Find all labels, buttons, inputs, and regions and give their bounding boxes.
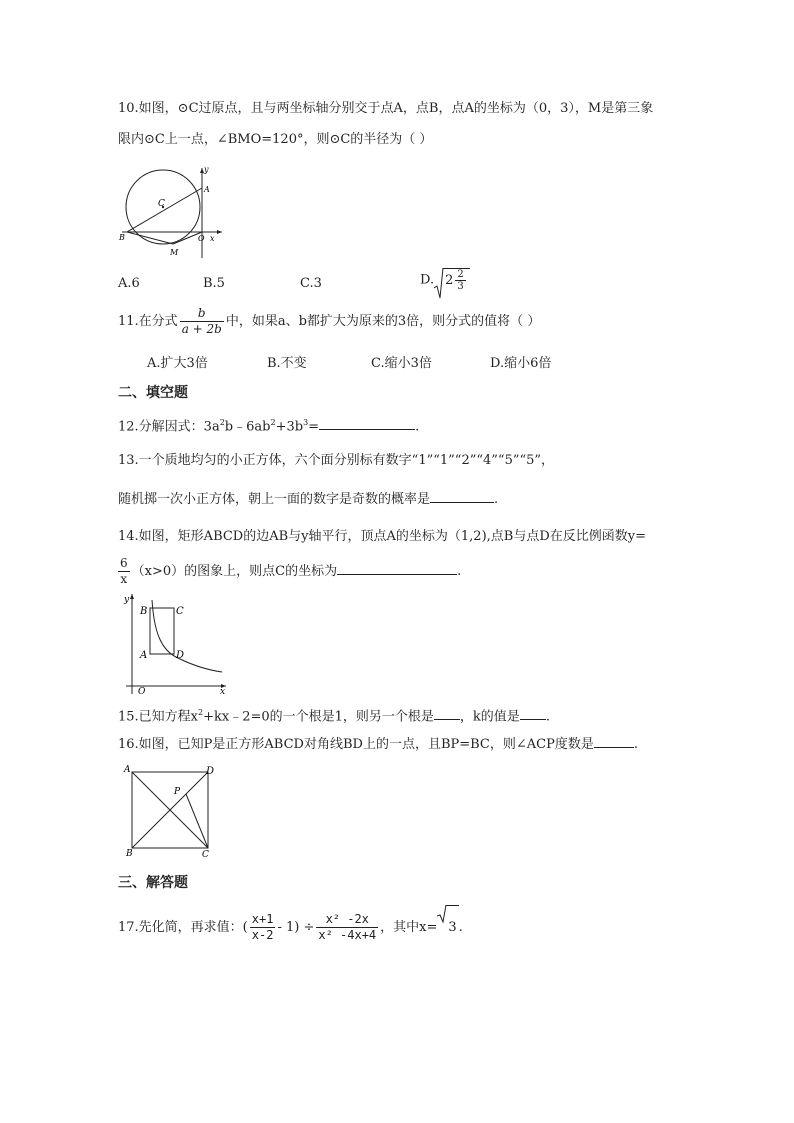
q12-end: .: [415, 419, 420, 435]
q11-frac-num: b: [180, 306, 224, 322]
q14-label-y: y: [124, 595, 130, 605]
q12-sup3: 3: [303, 418, 309, 427]
q14-frac-num: 6: [120, 556, 128, 570]
q10-label-c: C: [158, 199, 165, 209]
q13-answer-blank[interactable]: [430, 490, 494, 503]
q16-stem: [118, 735, 638, 754]
q10-label-o: O: [198, 234, 205, 243]
q10-choice-c[interactable]: C.3: [300, 276, 322, 291]
section-solve-title: 三、解答题: [118, 875, 188, 891]
q15-mid: +kx﹣2=0的一个根是1，则另一个根是: [203, 709, 434, 725]
q12-sup2: 2: [270, 418, 276, 427]
q14-frac-den: x: [120, 572, 128, 586]
q16-answer-blank[interactable]: [594, 735, 634, 748]
q16-square-figure: [118, 762, 222, 860]
q16-label-p: P: [174, 787, 181, 797]
q10-line2: 限内⊙C上一点，∠BMO=120°，则⊙C的半径为（ ）: [118, 132, 433, 147]
q16-end: .: [633, 737, 638, 752]
q10-line1: 10.如图，⊙C过原点，且与两坐标轴分别交于点A，点B，点A的坐标为（0，3），M是第三象: [118, 101, 654, 116]
q11-prefix: 11.在分式: [118, 314, 178, 329]
q15-answer-blank-2[interactable]: [520, 707, 546, 720]
q10-choice-b[interactable]: B.5: [203, 276, 225, 291]
q14-rectangle-figure: [118, 590, 230, 698]
q17-mid: - 1) ÷: [277, 920, 315, 935]
q15-sup: 2: [198, 708, 204, 717]
q10-line-ba: [127, 188, 202, 232]
q12-mid2: +3b: [275, 419, 304, 435]
q16-label-c: C: [202, 850, 209, 860]
q14-line2: [118, 552, 461, 592]
q17-frac2-den: x² -4x+4: [318, 928, 377, 942]
q11-frac-den: a + 2b: [181, 322, 222, 336]
q13-line2: [118, 490, 498, 509]
section-fill-in-title: 二、填空题: [118, 385, 188, 401]
q10-label-y: y: [204, 165, 209, 174]
q11-choice-b[interactable]: B.不变: [267, 356, 307, 371]
q10-choice-d-prefix: D.: [420, 272, 435, 288]
q15-mid2: ，k的值是: [459, 709, 520, 725]
q10-choice-d-den: 3: [457, 281, 464, 292]
q14-line2-text: （x>0）的图象上，则点C的坐标为: [131, 564, 338, 579]
q12-suffix: =: [308, 419, 320, 435]
q10-circle-figure: [118, 162, 230, 260]
q12-sup1: 2: [219, 418, 225, 427]
q14-label-o: O: [138, 687, 146, 697]
q15-stem: [118, 704, 550, 726]
q15-end: .: [545, 709, 550, 725]
q12-prefix: 12.分解因式：3a: [118, 419, 220, 435]
q16-label-b: B: [126, 849, 133, 859]
q12-stem: [118, 414, 419, 436]
q14-answer-blank[interactable]: [337, 562, 457, 575]
q17-prefix: 17.先化简，再求值：(: [118, 920, 248, 935]
q10-choice-d-int: 2: [445, 273, 454, 288]
q12-mid1: b﹣6ab: [224, 419, 271, 435]
q10-line-bm: [127, 232, 173, 244]
q17-frac2-num: x² -2x: [316, 912, 378, 928]
q16-line-pc: [186, 794, 208, 848]
q11-stem: [118, 306, 540, 338]
q11-choice-a[interactable]: A.扩大3倍: [147, 356, 208, 371]
q14-label-b: B: [140, 606, 148, 617]
q16-label-d: D: [206, 766, 215, 777]
q17-suffix: ，其中x=: [380, 920, 438, 935]
q16-label-a: A: [124, 765, 131, 775]
q10-choice-d-sqrt: [434, 268, 470, 292]
q16-text: 16.如图，已知P是正方形ABCD对角线BD上的一点，且BP=BC，则∠ACP度数是: [118, 737, 594, 752]
q14-line1: 14.如图，矩形ABCD的边AB与y轴平行，顶点A的坐标为（1,2),点B与点D在反比例函数y=: [118, 529, 646, 544]
q10-label-x: x: [210, 234, 215, 243]
q14-label-c: C: [176, 606, 184, 617]
q10-label-m: M: [170, 248, 179, 257]
q10-label-b: B: [119, 233, 125, 242]
q14-end: .: [457, 564, 462, 579]
q17-sqrt-value: 3: [446, 905, 458, 950]
q15-answer-blank-1[interactable]: [434, 707, 460, 720]
q17-end: .: [458, 920, 463, 935]
q10-choice-d-num: 2: [457, 269, 464, 280]
q14-hyperbola: [152, 600, 222, 672]
q11-choice-d[interactable]: D.缩小6倍: [490, 356, 552, 371]
q10-label-a: A: [204, 185, 210, 194]
q14-label-x: x: [220, 687, 226, 697]
q17-frac1-num: x+1: [251, 912, 274, 926]
q17-frac1-den: x-2: [251, 928, 274, 942]
q15-prefix: 15.已知方程x: [118, 709, 199, 725]
q13-line1: 13.一个质地均匀的小正方体，六个面分别标有数字“1”“1”“2”“4”“5”“5”，: [118, 453, 555, 468]
q10-choice-d[interactable]: [420, 268, 470, 292]
q13-end: .: [494, 492, 499, 507]
q11-suffix: 中，如果a、b都扩大为原来的3倍，则分式的值将（ ）: [225, 314, 541, 329]
q12-answer-blank[interactable]: [319, 417, 415, 430]
q17-stem: [118, 905, 463, 950]
q14-label-d: D: [176, 650, 185, 661]
q17-sqrt: [437, 905, 458, 950]
q14-label-a: A: [140, 650, 148, 661]
q13-line2-text: 随机掷一次小正方体，朝上一面的数字是奇数的概率是: [118, 492, 431, 507]
q11-choice-c[interactable]: C.缩小3倍: [371, 356, 432, 371]
q10-choice-a[interactable]: A.6: [118, 276, 140, 291]
